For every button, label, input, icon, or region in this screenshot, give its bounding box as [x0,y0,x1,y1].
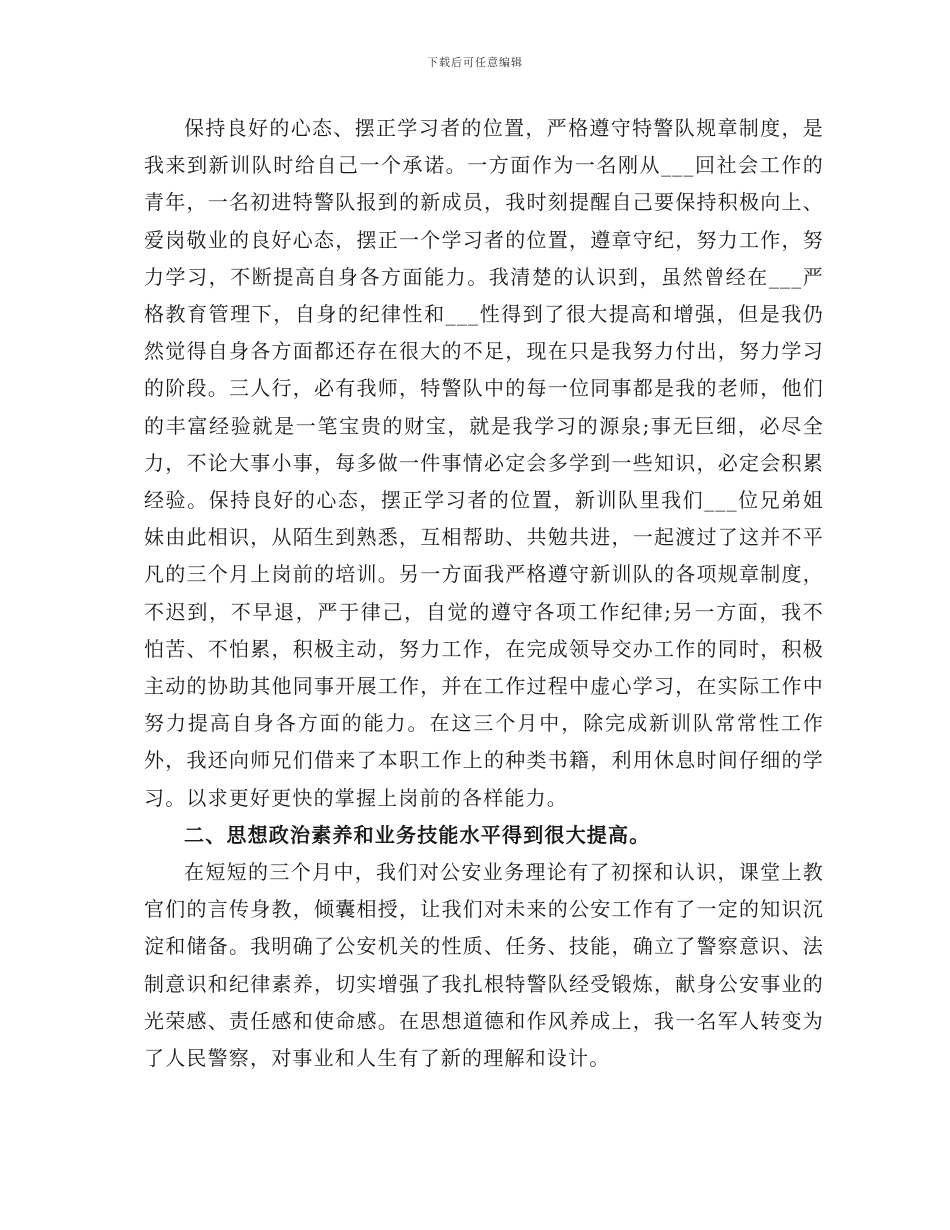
document-body [144,110,824,1077]
section-heading-2: 二、思想政治素养和业务技能水平得到很大提高。 [184,822,651,847]
paragraph-attitude: 保持良好的心态、摆正学习者的位置，严格遵守特警队规章制度，是我来到新训队时给自己一个承诺。一方面作为一名刚从___回社会工作的青年，一名初进特警队报到的新成员，我时刻提醒自己要保持积极向上、爱岗敬业的良好心态，摆正一个学习者的位置，遵章守纪，努力工作，努力学习，不断提高自身各方面能力。我清楚的认识到，虽然曾经在___严格教育管理下，自身的纪律性和___性得到了很大提高和增强，但是我仍然觉得自身各方面都还存在很大的不足，现在只是我努力付出，努力学习的阶段。三人行，必有我师，特警队中的每一位同事都是我的老师，他们的丰富经验就是一笔宝贵的财宝，就是我学习的源泉;事无巨细，必尽全力，不论大事小事，每多做一件事情必定会多学到一些知识，必定会积累经验。保持良好的心态，摆正学习者的位置，新训队里我们___位兄弟姐妹由此相识，从陌生到熟悉，互相帮助、共勉共进，一起渡过了这并不平凡的三个月上岗前的培训。另一方面我严格遵守新训队的各项规章制度，不迟到，不早退，严于律己，自觉的遵守各项工作纪律;另一方面，我不怕苦、不怕累，积极主动，努力工作，在完成领导交办工作的同时，积极主动的协助其他同事开展工作，并在工作过程中虚心学习，在实际工作中努力提高自身各方面的能力。在这三个月中，除完成新训队常常性工作外，我还向师兄们借来了本职工作上的种类书籍，利用休息时间仔细的学习。以求更好更快的掌握上岗前的各样能力。 [144,116,824,810]
paragraph-political-quality: 在短短的三个月中，我们对公安业务理论有了初探和认识，课堂上教官们的言传身教，倾囊相授，让我们对未来的公安工作有了一定的知识沉淀和储备。我明确了公安机关的性质、任务、技能，确立了警察意识、法制意识和纪律素养，切实增强了我扎根特警队经受锻炼，献身公安事业的光荣感、责任感和使命感。在思想道德和作风养成上，我一名军人转变为了人民警察，对事业和人生有了新的理解和设计。 [144,860,824,1071]
page-header: 下载后可任意编辑 [427,56,523,69]
